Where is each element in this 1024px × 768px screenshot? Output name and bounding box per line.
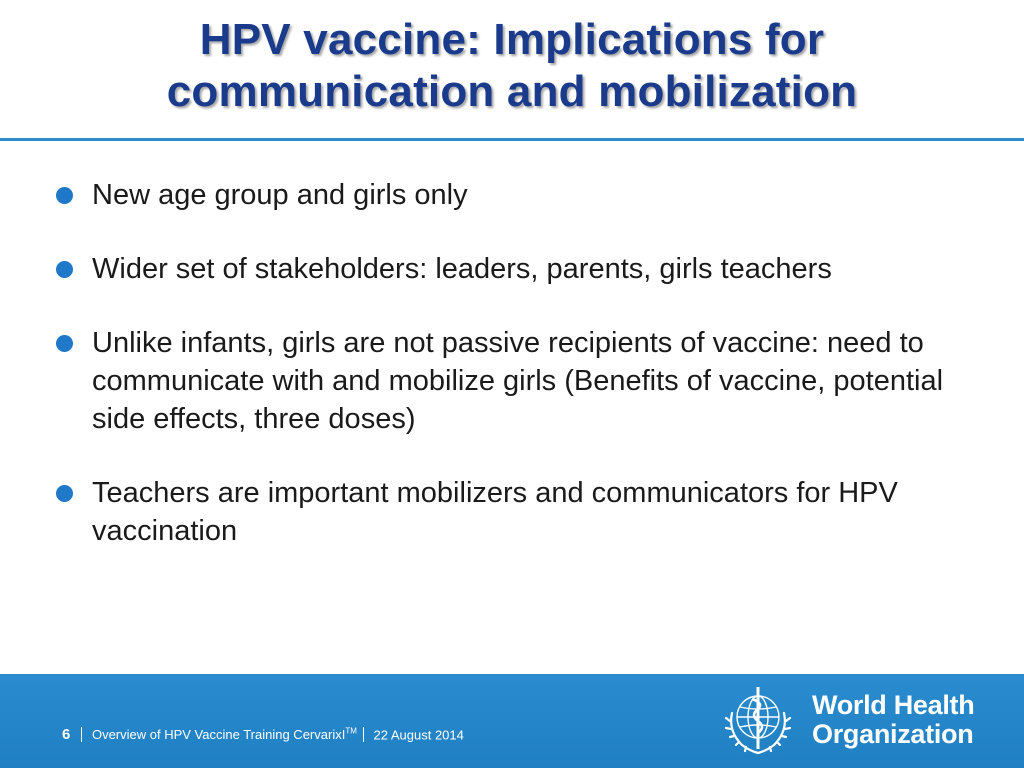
footer-date: 22 August 2014 xyxy=(373,727,464,743)
bullet-dot-icon xyxy=(56,335,73,352)
course-title-text: Overview of HPV Vaccine Training CervarixI xyxy=(91,727,346,743)
bullet-item xyxy=(56,176,986,214)
footer-info xyxy=(62,724,464,743)
bullet-dot-icon xyxy=(56,261,73,278)
bullet-dot-icon xyxy=(56,187,73,204)
footer-separator xyxy=(81,727,82,742)
slide-title-line-1: HPV vaccine: Implications for xyxy=(199,15,825,64)
slide-title-line-2: communication and mobilization xyxy=(166,67,858,116)
bullet-text: Wider set of stakeholders: leaders, parents, girls teachers xyxy=(92,253,832,285)
bullet-text: Unlike infants, girls are not passive recipients of vaccine: need to communicate with and mobilize girls (Benefits of vaccine, potential side effects, three doses) xyxy=(92,327,944,435)
slide-title xyxy=(0,14,1024,118)
bullet-list xyxy=(56,176,986,586)
bullet-dot-icon xyxy=(56,485,73,502)
bullet-text: Teachers are important mobilizers and communicators for HPV vaccination xyxy=(92,477,898,547)
who-name xyxy=(812,691,974,749)
footer-separator xyxy=(363,727,364,742)
who-name-line-2: Organization xyxy=(812,719,974,749)
trademark-mark: TM xyxy=(345,727,357,736)
course-title xyxy=(92,727,357,742)
title-divider xyxy=(0,138,1024,141)
who-emblem-icon xyxy=(720,683,796,759)
bullet-item xyxy=(56,474,986,550)
page-number: 6 xyxy=(62,726,71,744)
who-logo xyxy=(720,683,990,759)
bullet-item xyxy=(56,324,986,438)
who-name-line-1: World Health xyxy=(812,690,975,720)
bullet-item xyxy=(56,250,986,288)
bullet-text: New age group and girls only xyxy=(92,179,468,211)
